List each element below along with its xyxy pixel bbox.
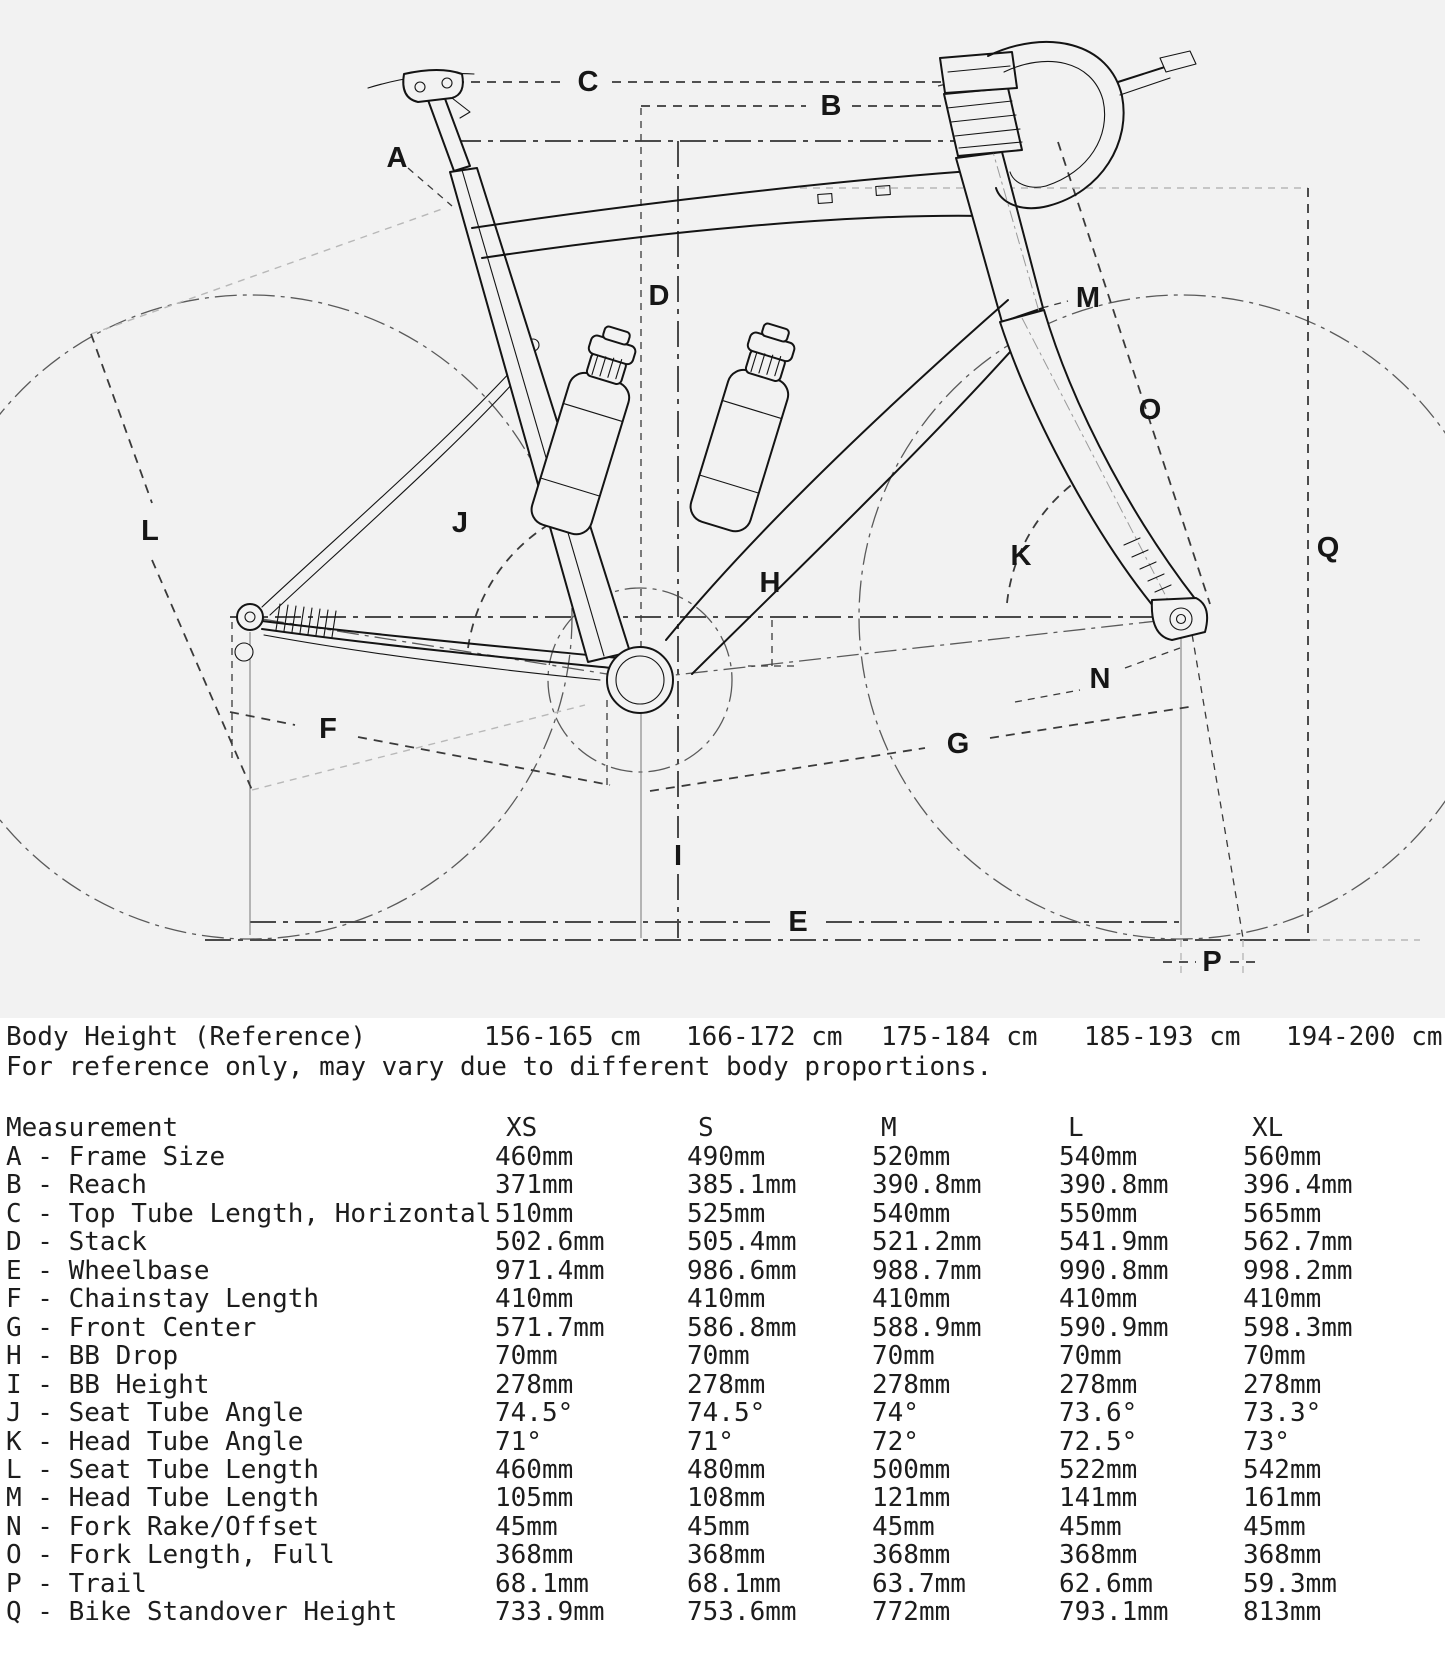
spec-cell: 141mm — [1059, 1483, 1138, 1513]
spec-cell: 368mm — [687, 1540, 766, 1570]
seat-angle-arc-J — [468, 517, 562, 648]
spec-cell: 70mm — [1059, 1341, 1122, 1371]
spec-cell: 521.2mm — [872, 1227, 982, 1257]
spec-header-size: S — [698, 1113, 714, 1143]
spec-row-label: H - BB Drop — [6, 1341, 179, 1371]
spec-cell: 998.2mm — [1243, 1256, 1353, 1286]
cable-guide-2 — [876, 186, 891, 196]
spec-cell: 70mm — [872, 1341, 935, 1371]
spec-cell: 410mm — [1059, 1284, 1138, 1314]
seat-tube-perp-bottom — [252, 705, 585, 790]
spec-cell: 540mm — [1059, 1142, 1138, 1172]
spec-cell: 278mm — [1243, 1370, 1322, 1400]
spec-cell: 540mm — [872, 1199, 951, 1229]
spec-cell: 586.8mm — [687, 1313, 797, 1343]
spec-cell: 502.6mm — [495, 1227, 605, 1257]
spec-cell: 560mm — [1243, 1142, 1322, 1172]
diagram-label-D: D — [648, 280, 670, 312]
spec-cell: 772mm — [872, 1597, 951, 1627]
spec-cell: 68.1mm — [495, 1569, 589, 1599]
spec-row-label: O - Fork Length, Full — [6, 1540, 335, 1570]
spec-cell: 500mm — [872, 1455, 951, 1485]
diagram-label-P: P — [1202, 946, 1222, 978]
spec-cell: 70mm — [1243, 1341, 1306, 1371]
spec-cell: 598.3mm — [1243, 1313, 1353, 1343]
spec-cell: 73.6° — [1059, 1398, 1138, 1428]
diagram-label-E: E — [788, 906, 808, 938]
diagram-label-B: B — [820, 90, 842, 122]
body-height-label: Body Height (Reference) — [6, 1022, 367, 1052]
spec-row-label: Q - Bike Standover Height — [6, 1597, 398, 1627]
body-height-range: 156-165 cm — [484, 1022, 641, 1052]
spec-row-label: D - Stack — [6, 1227, 147, 1257]
spec-cell: 733.9mm — [495, 1597, 605, 1627]
diagram-label-M: M — [1075, 282, 1101, 314]
diagram-label-H: H — [759, 567, 781, 599]
spec-cell: 278mm — [687, 1370, 766, 1400]
body-height-range: 194-200 cm — [1286, 1022, 1443, 1052]
handlebar-inner — [1004, 61, 1105, 186]
saddle-clamp — [403, 70, 463, 102]
spec-cell: 505.4mm — [687, 1227, 797, 1257]
spec-cell: 590.9mm — [1059, 1313, 1169, 1343]
body-height-note: For reference only, may vary due to different body proportions. — [6, 1052, 993, 1082]
spec-cell: 410mm — [872, 1284, 951, 1314]
spec-cell: 988.7mm — [872, 1256, 982, 1286]
spec-cell: 105mm — [495, 1483, 574, 1513]
seat-tube-perp-top — [91, 208, 445, 334]
spec-cell: 460mm — [495, 1142, 574, 1172]
spec-cell: 562.7mm — [1243, 1227, 1353, 1257]
spec-cell: 541.9mm — [1059, 1227, 1169, 1257]
spec-cell: 278mm — [495, 1370, 574, 1400]
spec-cell: 72° — [872, 1427, 919, 1457]
spec-cell: 522mm — [1059, 1455, 1138, 1485]
spec-cell: 971.4mm — [495, 1256, 605, 1286]
seatstay-upper — [262, 350, 530, 607]
spec-cell: 45mm — [687, 1512, 750, 1542]
spec-cell: 68.1mm — [687, 1569, 781, 1599]
spec-cell: 45mm — [495, 1512, 558, 1542]
spec-cell: 368mm — [495, 1540, 574, 1570]
spec-cell: 490mm — [687, 1142, 766, 1172]
spec-cell: 161mm — [1243, 1483, 1322, 1513]
bottle-2 — [687, 317, 807, 535]
spec-row-label: A - Frame Size — [6, 1142, 226, 1172]
seatstay-lower — [270, 357, 536, 615]
spec-row-label: C - Top Tube Length, Horizontal — [6, 1199, 492, 1229]
spec-cell: 70mm — [495, 1341, 558, 1371]
spec-cell: 71° — [495, 1427, 542, 1457]
derailleur-hanger — [235, 643, 253, 661]
chainstay-bottom — [264, 635, 600, 680]
centerlines — [205, 141, 1420, 940]
spec-cell: 73.3° — [1243, 1398, 1322, 1428]
seat-tube-length-line-L — [91, 334, 252, 790]
cable-guide-1 — [818, 194, 833, 204]
spec-cell: 390.8mm — [872, 1170, 982, 1200]
spec-cell: 480mm — [687, 1455, 766, 1485]
spec-row-label: J - Seat Tube Angle — [6, 1398, 304, 1428]
spec-header-measurement: Measurement — [6, 1113, 179, 1143]
body-height-range: 166-172 cm — [686, 1022, 843, 1052]
spec-cell: 520mm — [872, 1142, 951, 1172]
spec-cell: 396.4mm — [1243, 1170, 1353, 1200]
spec-cell: 278mm — [1059, 1370, 1138, 1400]
rear-dropout — [237, 604, 263, 630]
steer-axis-extension — [1190, 622, 1243, 938]
top-tube-upper — [472, 170, 985, 228]
frame-drawing — [235, 42, 1207, 713]
spec-cell: 753.6mm — [687, 1597, 797, 1627]
water-bottles — [528, 317, 807, 538]
diagram-label-A: A — [386, 142, 408, 174]
spec-cell: 368mm — [1243, 1540, 1322, 1570]
spec-cell: 278mm — [872, 1370, 951, 1400]
spec-cell: 73° — [1243, 1427, 1290, 1457]
spec-cell: 74.5° — [495, 1398, 574, 1428]
spec-cell: 62.6mm — [1059, 1569, 1153, 1599]
brake-lever — [1160, 51, 1196, 72]
spec-cell: 565mm — [1243, 1199, 1322, 1229]
spec-cell: 410mm — [1243, 1284, 1322, 1314]
spec-cell: 74.5° — [687, 1398, 766, 1428]
spec-row-label: E - Wheelbase — [6, 1256, 210, 1286]
spec-cell: 371mm — [495, 1170, 574, 1200]
spec-header-size: XS — [506, 1113, 538, 1143]
spec-cell: 45mm — [872, 1512, 935, 1542]
bottle-2-body — [687, 366, 792, 535]
spec-cell: 368mm — [872, 1540, 951, 1570]
diagram-label-N: N — [1089, 663, 1111, 695]
spec-cell: 121mm — [872, 1483, 951, 1513]
spec-header-size: XL — [1252, 1113, 1284, 1143]
spec-cell: 368mm — [1059, 1540, 1138, 1570]
spec-cell: 793.1mm — [1059, 1597, 1169, 1627]
head-tube — [956, 152, 1043, 322]
bb-shell — [607, 647, 673, 713]
spec-cell: 510mm — [495, 1199, 574, 1229]
wheel-circles — [0, 295, 1445, 939]
spec-cell: 813mm — [1243, 1597, 1322, 1627]
body-height-range: 175-184 cm — [881, 1022, 1038, 1052]
diagram-label-J: J — [451, 507, 469, 539]
spec-cell: 588.9mm — [872, 1313, 982, 1343]
spec-header-size: L — [1068, 1113, 1084, 1143]
spec-row-label: F - Chainstay Length — [6, 1284, 320, 1314]
body-height-range: 185-193 cm — [1084, 1022, 1241, 1052]
frame-size-pointer-A — [408, 168, 452, 206]
spec-cell: 63.7mm — [872, 1569, 966, 1599]
bb-drop-ticks-H — [748, 620, 798, 666]
spec-header-size: M — [881, 1113, 897, 1143]
clamp-wedge — [452, 98, 470, 118]
brake-hood-bottom — [1120, 78, 1170, 95]
spec-cell: 390.8mm — [1059, 1170, 1169, 1200]
spec-cell: 59.3mm — [1243, 1569, 1337, 1599]
diagram-label-Q: Q — [1316, 532, 1340, 564]
spec-row-label: P - Trail — [6, 1569, 147, 1599]
diagram-label-K: K — [1010, 540, 1032, 572]
brake-hood-top — [1118, 66, 1168, 82]
spec-cell: 72.5° — [1059, 1427, 1138, 1457]
spec-cell: 550mm — [1059, 1199, 1138, 1229]
spec-cell: 45mm — [1059, 1512, 1122, 1542]
front-center-line-G — [650, 706, 1195, 791]
spec-cell: 70mm — [687, 1341, 750, 1371]
spec-cell: 542mm — [1243, 1455, 1322, 1485]
spec-row-label: N - Fork Rake/Offset — [6, 1512, 320, 1542]
spec-cell: 71° — [687, 1427, 734, 1457]
spec-cell: 45mm — [1243, 1512, 1306, 1542]
diagram-label-G: G — [946, 728, 970, 760]
spec-cell: 990.8mm — [1059, 1256, 1169, 1286]
spec-cell: 571.7mm — [495, 1313, 605, 1343]
spec-cell: 986.6mm — [687, 1256, 797, 1286]
spec-cell: 525mm — [687, 1199, 766, 1229]
top-tube-lower — [482, 216, 988, 258]
diagram-label-L: L — [141, 515, 159, 547]
spec-row-label: L - Seat Tube Length — [6, 1455, 320, 1485]
spec-cell: 460mm — [495, 1455, 574, 1485]
spec-row-label: M - Head Tube Length — [6, 1483, 320, 1513]
chainstay-line-F — [230, 712, 610, 785]
diagram-label-F: F — [319, 713, 337, 745]
spec-cell: 410mm — [687, 1284, 766, 1314]
spec-row-label: I - BB Height — [6, 1370, 210, 1400]
spec-cell: 410mm — [495, 1284, 574, 1314]
spec-row-label: K - Head Tube Angle — [6, 1427, 304, 1457]
handlebar-drop — [1010, 172, 1046, 187]
stem-cap — [940, 52, 1017, 93]
spec-cell: 385.1mm — [687, 1170, 797, 1200]
spec-row-label: B - Reach — [6, 1170, 147, 1200]
diagram-label-I: I — [673, 840, 683, 872]
spec-cell: 74° — [872, 1398, 919, 1428]
diagram-label-O: O — [1138, 394, 1162, 426]
spec-cell: 108mm — [687, 1483, 766, 1513]
diagram-label-C: C — [577, 66, 599, 98]
spec-row-label: G - Front Center — [6, 1313, 257, 1343]
front-dropout — [1152, 598, 1207, 640]
